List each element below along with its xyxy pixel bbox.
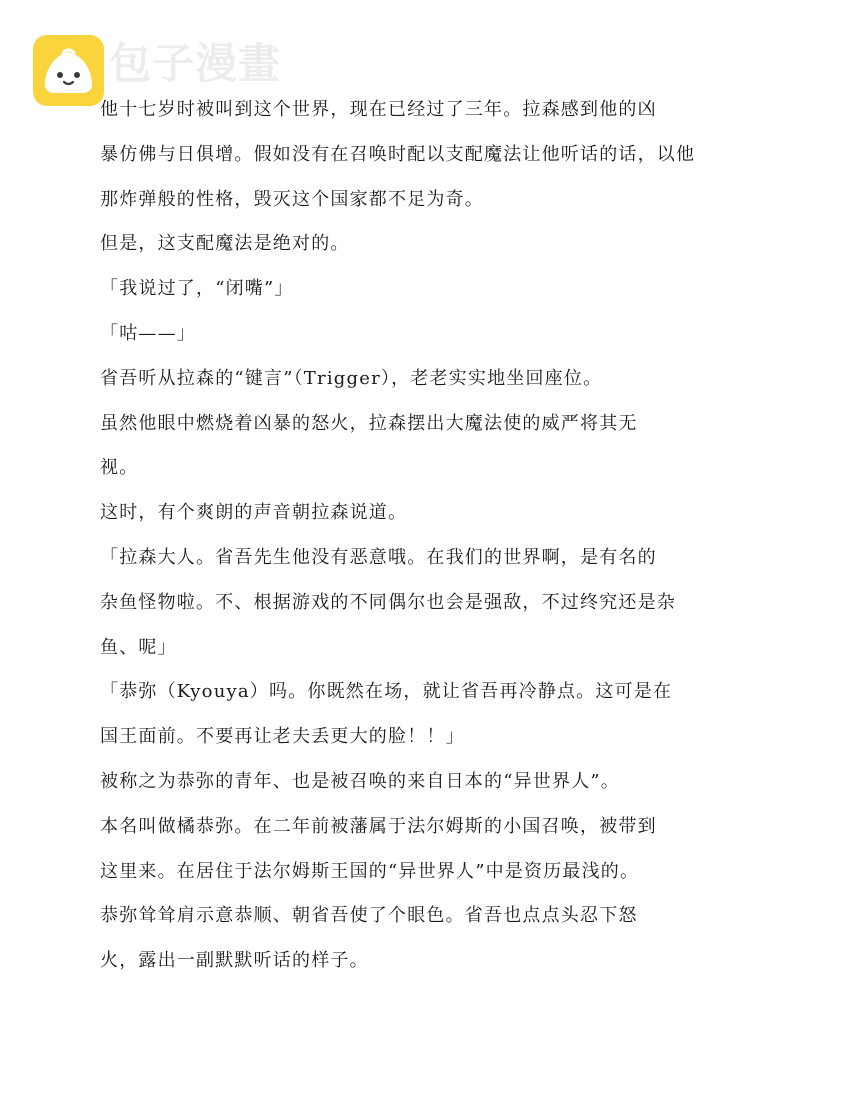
watermark-text: 包子漫畫 [109,39,282,88]
document-body [100,93,760,989]
text-line: 「咕——」 [100,322,196,344]
text-line: 杂鱼怪物啦。不、根据游戏的不同偶尔也会是强敌，不过终究还是杂 [100,591,676,613]
text-line: 这里来。在居住于法尔姆斯王国的“异世界人”中是资历最浅的。 [100,860,640,882]
text-line: 他十七岁时被叫到这个世界，现在已经过了三年。拉森感到他的凶 [100,99,657,120]
text-line: 虽然他眼中燃烧着凶暴的怒火，拉森摆出大魔法使的威严将其无 [100,412,638,434]
text-line: 恭弥耸耸肩示意恭顺、朝省吾使了个眼色。省吾也点点头忍下怒 [100,905,638,927]
text-line: 这时，有个爽朗的声音朝拉森说道。 [100,502,408,524]
text-line: 省吾听从拉森的“键言”（Trigger），老老实实地坐回座位。 [100,367,603,389]
bun-logo-icon [33,35,104,106]
text-line: 那炸弹般的性格，毁灭这个国家都不足为奇。 [100,188,484,210]
text-line: 暴仿佛与日俱增。假如没有在召唤时配以支配魔法让他听话的话，以他 [100,143,696,165]
text-line: 火，露出一副默默听话的样子。 [100,950,369,972]
text-line: 「我说过了，“闭嘴”」 [100,278,294,300]
text-line: 鱼、呢」 [100,636,177,658]
text-line: 被称之为恭弥的青年、也是被召唤的来自日本的“异世界人”。 [100,770,621,792]
text-line: 国王面前。不要再让老夫丢更大的脸！！」 [100,726,465,748]
text-line: 本名叫做橘恭弥。在二年前被藩属于法尔姆斯的小国召唤，被带到 [100,815,657,837]
text-line: 「拉森大人。省吾先生他没有恶意哦。在我们的世界啊，是有名的 [100,546,657,568]
text-line: 「恭弥（Kyouya）吗。你既然在场，就让省吾再冷静点。这可是在 [100,681,673,703]
text-line: 但是，这支配魔法是绝对的。 [100,233,350,255]
text-line: 视。 [100,457,139,479]
